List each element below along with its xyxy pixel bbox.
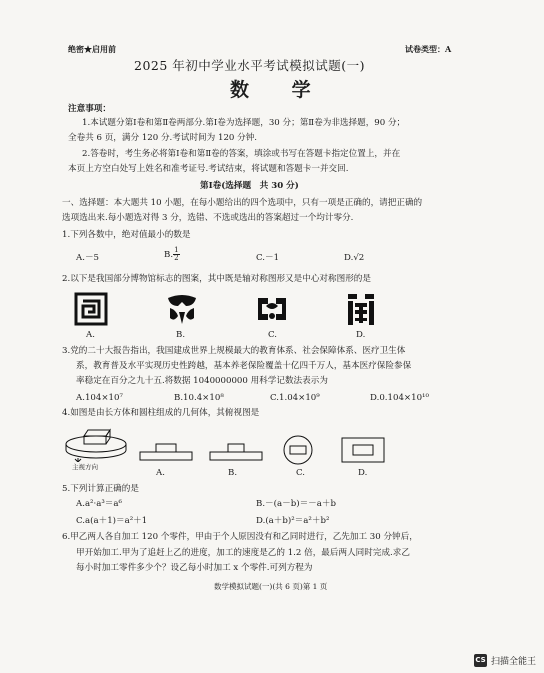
q1-option-a: A.－5 [76,253,99,263]
q4-view-a [138,440,194,462]
q3-option-d: D.0.104×10¹⁰ [370,393,429,403]
q1-option-b-fraction [173,247,179,262]
q2-option-b: B. [176,330,186,340]
q1-option-b-prefix: B. [164,250,174,260]
part1-intro-2: 选项选出来.每小题选对得 3 分，选错、不选或选出的答案超过一个均计零分. [62,213,354,223]
scanner-watermark-text: 扫描全能王 [490,657,536,667]
q4-front-view-label: 主视方向 [72,463,98,471]
museum-logo-a [74,292,108,326]
q6-line-3: 每小时加工零件多少个？设乙每小时加工 x 个零件.可列方程为 [76,563,313,573]
q1-option-b [164,247,180,262]
q1-option-d: D.√2 [344,253,365,263]
notice-heading: 注意事项： [68,104,111,114]
q6-line-1: 6.甲乙两人各自加工 120 个零件，甲由于个人原因没有和乙同时进行，乙先加工 30 分钟后， [62,532,418,542]
museum-logo-c [254,292,290,326]
q5-option-b: B.－(a－b)＝－a＋b [256,499,336,509]
notice-line-1: 1.本试题分第Ⅰ卷和第Ⅱ卷两部分.第Ⅰ卷为选择题，30 分；第Ⅱ卷为非选择题，90 分； [82,118,406,128]
q3-line-3: 率稳定在百分之九十五.将数据 1040000000 用科学记数法表示为 [76,376,328,386]
q5-option-c: C.a(a＋1)＝a²＋1 [76,516,148,526]
q2-stem: 2.以下是我国部分博物馆标志的图案，其中既是轴对称图形又是中心对称图形的是 [62,274,371,284]
q4-view-d [340,436,386,464]
part1-intro-1: 一、选择题：本大题共 10 小题，在每小题给出的四个选项中，只有一项是正确的，请把正确的 [62,198,423,208]
q4-stem: 4.如图是由长方体和圆柱组成的几何体，其俯视图是 [62,408,260,418]
paper-type-label: 试卷类型：A [405,44,452,54]
q4-view-b [208,440,264,462]
exam-title: 2025 年初中学业水平考试模拟试题(一) [134,58,366,73]
q2-option-c: C. [268,330,278,340]
page-footer: 数学模拟试题(一)(共 6 页)第 1 页 [214,582,328,591]
museum-logo-b [164,292,200,326]
q4-view-c [282,434,314,466]
camscanner-logo-icon: CS [474,654,487,667]
q4-solid-figure [62,420,132,462]
q4-option-b: B. [228,468,238,478]
notice-line-3: 2.答卷时，考生务必将第Ⅰ卷和第Ⅱ卷的答案，填涂或书写在答题卡指定位置上，并在 [82,149,401,159]
q5-stem: 5.下列计算正确的是 [62,484,139,494]
museum-logo-d [344,291,378,327]
fraction-denominator: 2 [174,254,179,262]
q5-option-a: A.a²·a³＝a⁶ [76,499,122,509]
q4-option-a: A. [156,468,165,478]
q1-stem: 1.下列各数中，绝对值最小的数是 [62,230,191,240]
q3-option-c: C.1.04×10⁹ [270,393,320,403]
q3-line-2: 系，教育普及水平实现历史性跨越，基本养老保险覆盖十亿四千万人，基本医疗保险参保 [76,361,412,371]
scanner-watermark [474,654,536,667]
q1-option-c: C.－1 [256,253,280,263]
q2-option-a: A. [86,330,95,340]
q2-option-d: D. [356,330,366,340]
q3-option-b: B.10.4×10⁸ [174,393,224,403]
q6-line-2: 甲开始加工.甲为了追赶上乙的进度，加工的速度是乙的 1.2 倍，最后两人同时完成.求乙 [76,548,410,558]
q4-option-c: C. [296,468,306,478]
notice-line-2: 全卷共 6 页，满分 120 分.考试时间为 120 分钟. [68,133,258,143]
fraction-numerator: 1 [174,246,179,254]
q3-option-a: A.104×10⁷ [76,393,123,403]
secret-label: 绝密★启用前 [68,44,116,54]
part1-heading: 第Ⅰ卷(选择题 共 30 分) [200,181,299,191]
q3-line-1: 3.党的二十大报告指出，我国建成世界上规模最大的教育体系、社会保障体系、医疗卫生体 [62,346,406,356]
q4-option-d: D. [358,468,368,478]
subject-title: 数 学 [230,79,329,101]
notice-line-4: 本页上方空白处写上姓名和准考证号.考试结束，将试题和答题卡一并交回. [68,164,349,174]
q5-option-d: D.(a＋b)²＝a²＋b² [256,516,330,526]
